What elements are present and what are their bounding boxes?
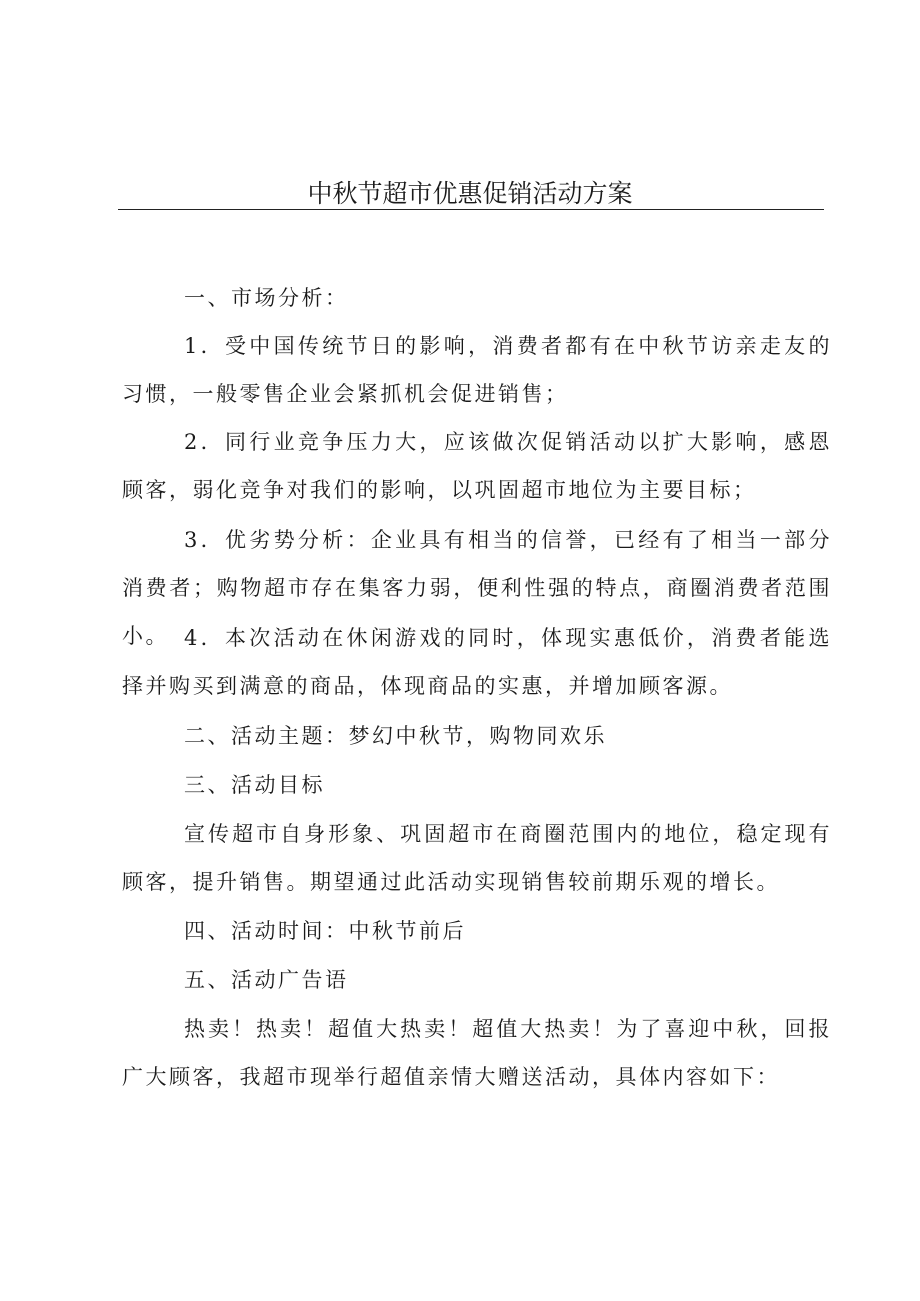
paragraph-item-2: 2．同行业竞争压力大，应该做次促销活动以扩大影响，感恩顾客，弱化竞争对我们的影响，以巩固超市地位为主要目标；: [122, 430, 832, 502]
section-heading-slogan: 五、活动广告语: [184, 968, 349, 992]
paragraph-goals: 宣传超市自身形象、巩固超市在商圈范围内的地位，稳定现有顾客，提升销售。期望通过此活动实现销售较前期乐观的增长。: [122, 822, 832, 894]
section-heading-theme: 二、活动主题：梦幻中秋节，购物同欢乐: [184, 724, 607, 748]
paragraph-item-4: 4．本次活动在休闲游戏的同时，体现实惠低价，消费者能选择并购买到满意的商品，体现商品的实惠，并增加顾客源。: [122, 626, 832, 698]
title-underline: [118, 209, 824, 210]
section-heading-goals: 三、活动目标: [184, 773, 325, 797]
paragraph-slogan: 热卖！热卖！超值大热卖！超值大热卖！为了喜迎中秋，回报广大顾客，我超市现举行超值亲情大赠送活动，具体内容如下：: [122, 1017, 832, 1089]
section-heading-market-analysis: 一、市场分析：: [184, 286, 349, 310]
page-title: 中秋节超市优惠促销活动方案: [307, 179, 633, 208]
paragraph-item-3: 3．优劣势分析：企业具有相当的信誉，已经有了相当一部分消费者；购物超市存在集客力弱，便利性强的特点，商圈消费者范围小。: [122, 528, 832, 648]
section-heading-time: 四、活动时间：中秋节前后: [184, 919, 466, 943]
paragraph-item-1: 1．受中国传统节日的影响，消费者都有在中秋节访亲走友的习惯，一般零售企业会紧抓机会促进销售；: [122, 334, 832, 406]
